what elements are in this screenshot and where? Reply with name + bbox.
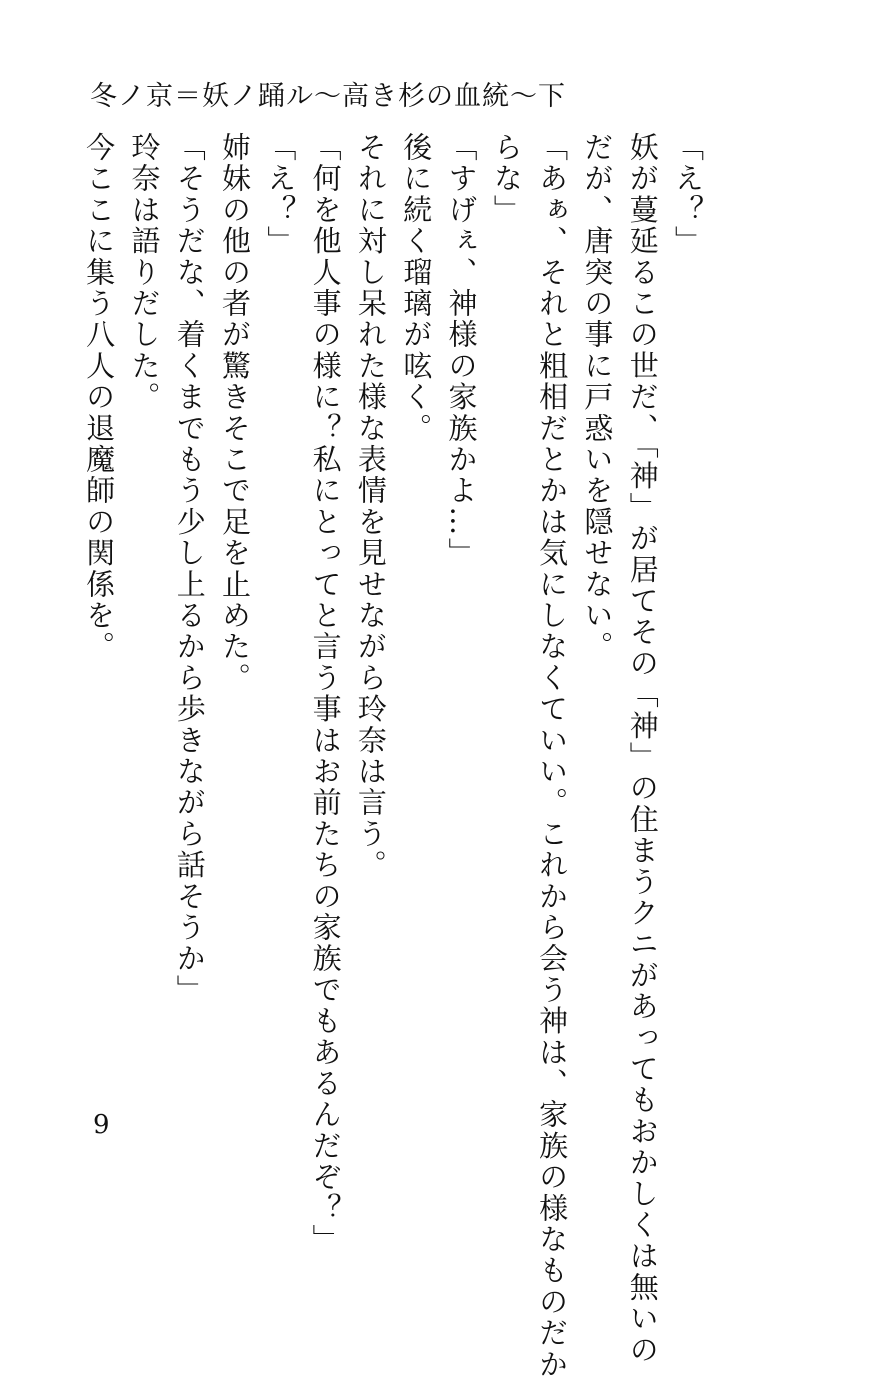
text-line: 「え？」	[671, 132, 705, 257]
text-line: らな」	[489, 132, 524, 226]
text-line: 「何を他人事の様に？私にとってと言う事はお前たちの家族でもあるんだぞ？」	[308, 132, 343, 1256]
text-line: 「そうだな、着くまでもう少し上るから歩きながら話そうか」	[172, 132, 207, 1006]
page-title: 冬ノ京＝妖ノ踊ル〜高き杉の血統〜下	[90, 81, 566, 112]
page-number: 9	[93, 1110, 110, 1140]
text-line: それに対し呆れた様な表情を見せながら玲奈は言う。	[353, 132, 388, 881]
text-line: 後に続く瑠璃が呟く。	[399, 132, 434, 444]
text-line: 「え？」	[263, 132, 298, 257]
text-line: 「すげぇ、神様の家族かよ…」	[444, 132, 479, 569]
text-line: 今ここに集う八人の退魔師の関係を。	[82, 132, 117, 663]
vertical-text-body	[76, 132, 710, 1380]
text-line: 「あぁ、それと粗相だとかは気にしなくていい。これから会う神は、家族の様なものだか	[535, 132, 570, 1380]
text-line: 妖が蔓延るこの世だ、「神」が居てその「神」の住まうクニがあってもおかしくは無いの	[625, 132, 660, 1366]
text-line: だが、唐突の事に戸惑いを隠せない。	[580, 132, 615, 663]
text-line: 姉妹の他の者が驚きそこで足を止めた。	[218, 132, 253, 694]
text-line: 玲奈は語りだした。	[127, 132, 162, 413]
